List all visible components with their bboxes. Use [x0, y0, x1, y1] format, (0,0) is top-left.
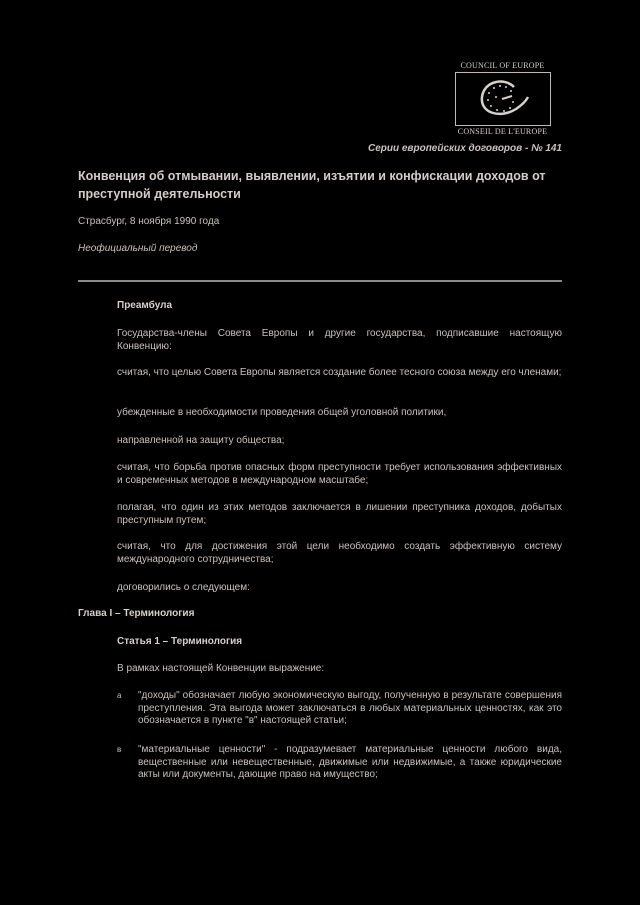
preamble-paragraph: убежденные в необходимости проведения общей уголовной политики,: [117, 407, 447, 418]
preamble-paragraph: считая, что борьба против опасных форм преступности требует использования эффективных и современных методов в международном масштабе;: [117, 462, 562, 486]
chapter-heading: Глава I – Терминология: [78, 608, 195, 619]
logo-bottom-text: CONSEIL DE L'EUROPE: [457, 127, 548, 136]
divider: [78, 280, 562, 282]
preamble-paragraph: полагая, что один из этих методов заключается в лишении преступника доходов, добытых преступным путем;: [117, 502, 562, 526]
logo-top-text: COUNCIL OF EUROPE: [460, 61, 545, 70]
preamble-heading: Преамбула: [117, 300, 173, 311]
item-marker: в: [117, 745, 122, 754]
translation-note: Неофициальный перевод: [78, 243, 198, 254]
document-title: Конвенция об отмывании, выявлении, изъятии и конфискации доходов от преступной деятельности: [78, 169, 546, 201]
definition-item: [117, 690, 562, 728]
article-heading: Статья 1 – Терминология: [117, 636, 243, 647]
item-text: "доходы" обозначает любую экономическую выгоду, полученную в результате совершения преступления. Эта выгода может заключаться в любых материальных ценностях, как это обозначается в пункте "в" настоящей статьи;: [138, 690, 562, 727]
place-date: Страсбург, 8 ноября 1990 года: [78, 216, 220, 227]
definition-item: [117, 744, 562, 782]
preamble-paragraph: договорились о следующем:: [117, 582, 250, 593]
council-of-europe-emblem-icon: [456, 73, 550, 125]
article-intro: В рамках настоящей Конвенции выражение:: [117, 663, 325, 674]
item-marker: a: [117, 691, 122, 700]
item-text: "материальные ценности" - подразумевает материальные ценности любого вида, вещественные или невещественные, движимые или недвижимые, а также юридические акты или документы, дающие право на имущество;: [138, 744, 562, 781]
council-of-europe-logo: [455, 72, 551, 126]
preamble-paragraph: считая, что целью Совета Европы является создание более тесного союза между его членами;: [117, 367, 562, 378]
preamble-paragraph: считая, что для достижения этой цели необходимо создать эффективную систему международного сотрудничества;: [117, 541, 562, 565]
treaty-series-label: Серии европейских договоров - № 141: [367, 143, 562, 154]
preamble-paragraph: Государства-члены Совета Европы и другие государства, подписавшие настоящую Конвенцию:: [117, 328, 562, 352]
preamble-paragraph: направленной на защиту общества;: [117, 435, 285, 446]
